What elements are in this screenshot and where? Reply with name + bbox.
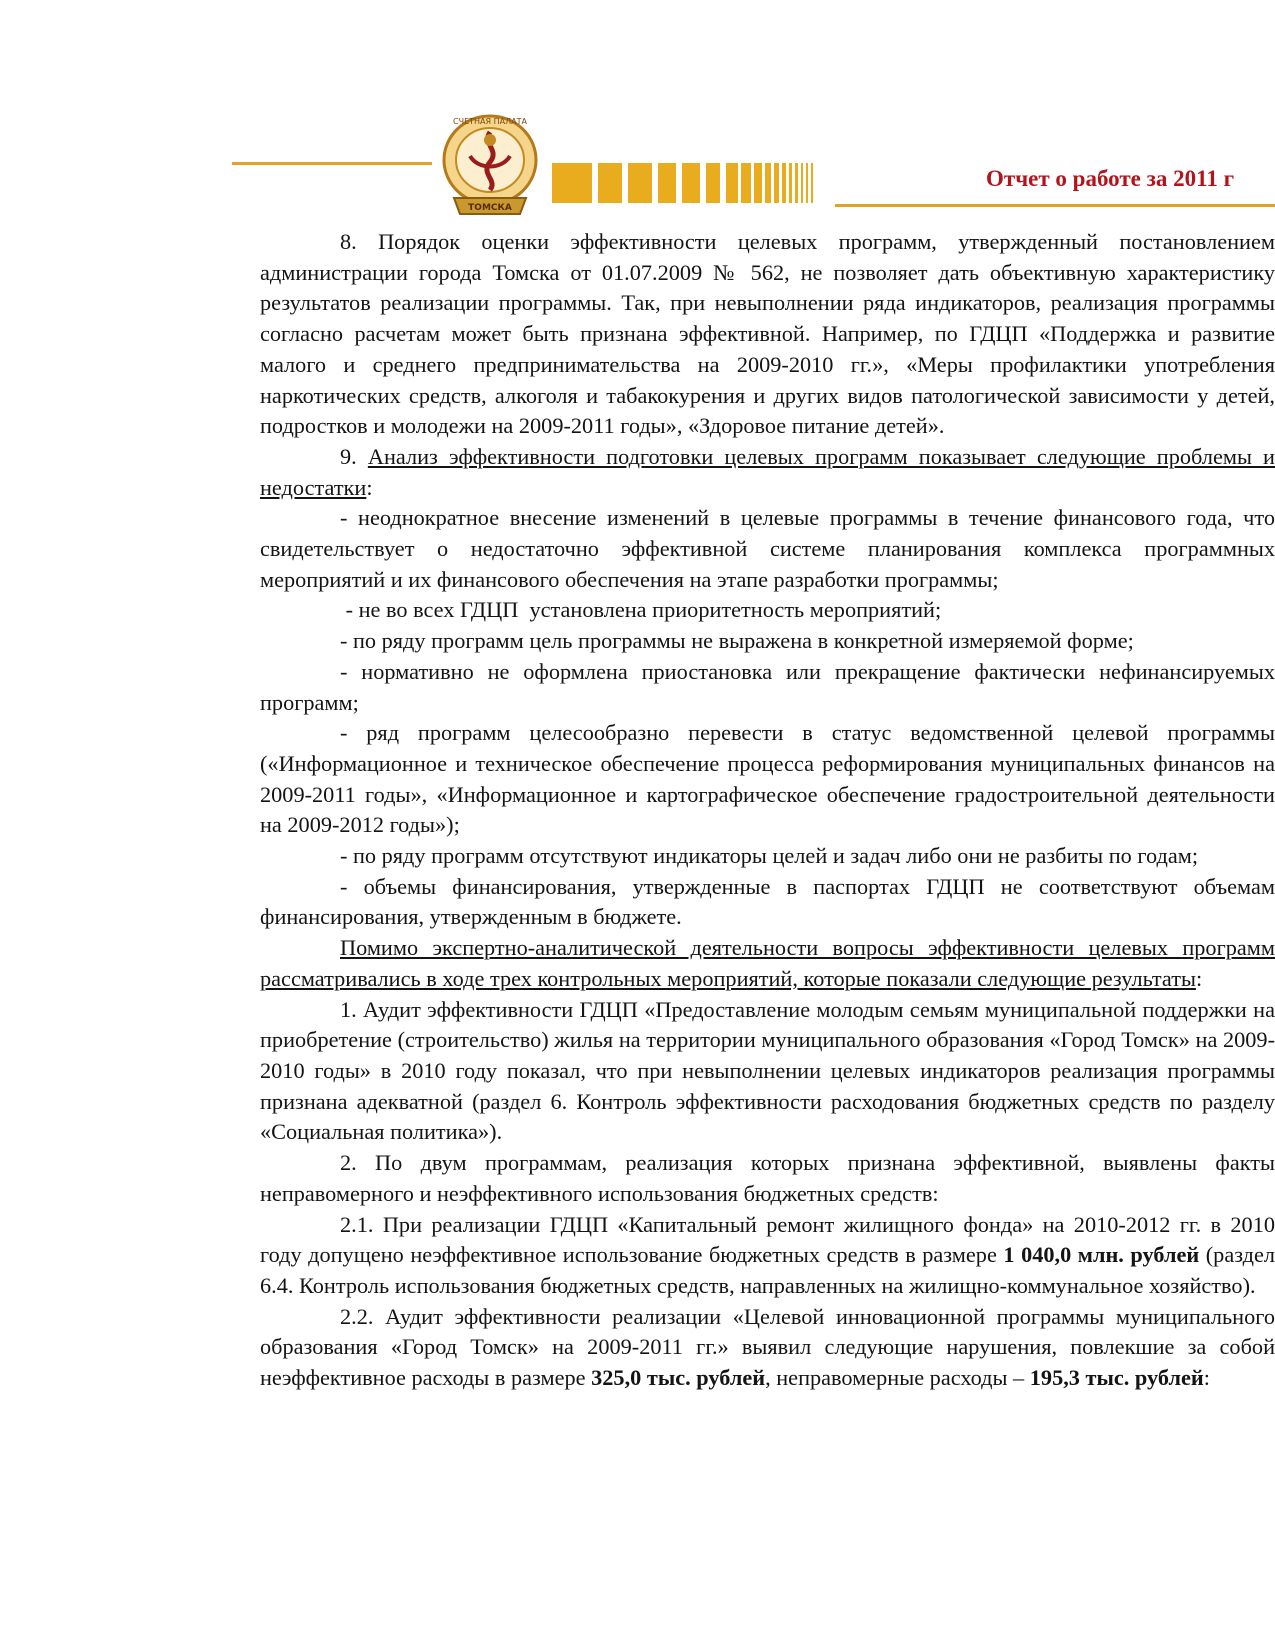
text-block [260, 227, 1275, 1394]
underlined-heading: Помимо экспертно-аналитической деятельности вопросы эффективности целевых программ рассматривались в ходе трех контрольных мероприятий, которые показали следующие результаты [260, 935, 1275, 991]
list-item: - не во всех ГДЦП установлена приоритетность мероприятий; [340, 597, 942, 623]
chamber-emblem [430, 110, 550, 222]
list-item: - нормативно не оформлена приостановка или прекращение фактически нефинансируемых программ; [260, 658, 1275, 715]
text-run: , неправомерные расходы – [765, 1365, 1030, 1391]
header-stripe [598, 163, 622, 203]
list-item: - ряд программ целесообразно перевести в статус ведомственной целевой программы («Информационное и техническое обеспечение процесса реформирования муниципальных финансов на 2009-2011 годы», «Информационное и картографическое обеспечение градостроительной деятельности на 2009-2012 годы»); [260, 720, 1275, 838]
header-stripe [552, 163, 592, 203]
document-body [260, 227, 1275, 1650]
paragraph-audit-1: 1. Аудит эффективности ГДЦП «Предоставление молодым семьям муниципальной поддержки на приобретение (строительство) жилья на территории муниципального образования «Город Томск» на 2009-2010 годы» в 2010 году показал, что при невыполнении целевых индикаторов реализация программы признана адекватной (раздел 6. Контроль эффективности расходования бюджетных средств по разделу «Социальная политика»). [260, 996, 1275, 1145]
header-stripe [682, 163, 700, 203]
emblem-bottom-text: ТОМСКА [468, 203, 512, 213]
header-rule-right [835, 204, 1275, 207]
punctuation: : [1195, 965, 1203, 991]
bold-amount: 195,3 тыс. рублей [1029, 1365, 1204, 1391]
header-stripe [782, 163, 786, 203]
paragraph-audit-2-1 [260, 1210, 1275, 1302]
underlined-heading: Анализ эффективности подготовки целевых программ показывает следующие проблемы и недостатки [260, 443, 1275, 500]
list-item: - объемы финансирования, утвержденные в паспортах ГДЦП не соответствуют объемам финансирования, утвержденным в бюджете. [260, 873, 1275, 930]
text-run: 2.2. Аудит эффективности реализации «Целевой инновационной программы муниципального образования «Город Томск» на 2009-2011 гг.» выявил следующие нарушения, повлекшие за собой неэффективное расходы в размере [260, 1303, 1275, 1391]
text-run: : [1203, 1365, 1210, 1391]
emblem-top-text: СЧЕТНАЯ ПАЛАТА [453, 117, 527, 126]
paragraph-audit-2: 2. По двум программам, реализация которых признана эффективной, выявлены факты неправомерного и неэффективного использования бюджетных средств: [260, 1150, 1275, 1206]
header-stripe [658, 163, 676, 203]
list-item: - по ряду программ отсутствуют индикаторы целей и задач либо они не разбиты по годам; [340, 843, 1199, 869]
header-stripe [754, 163, 762, 203]
page-header [0, 0, 1275, 225]
header-stripe [795, 163, 798, 203]
text-run: (раздел 6.4. Контроль использования бюджетных средств, направленных на жилищно-коммунальное хозяйство). [260, 1242, 1275, 1298]
header-stripe [765, 163, 771, 203]
header-stripe [774, 163, 779, 203]
report-title: Отчет о работе за 2011 г [986, 166, 1235, 191]
bold-amount: 325,0 тыс. рублей [591, 1365, 766, 1391]
header-stripe [801, 163, 803, 203]
header-stripe [811, 163, 813, 203]
header-rule-left [232, 162, 432, 165]
header-stripe [741, 163, 751, 203]
list-item: - неоднократное внесение изменений в целевые программы в течение финансового года, что свидетельствует о недостаточно эффективной системе планирования комплекса программных мероприятий и их финансового обеспечения на этапе разработки программы; [260, 505, 1275, 592]
bold-amount: 1 040,0 млн. рублей [1003, 1242, 1200, 1268]
header-stripe [806, 163, 808, 203]
paragraph-item-8: 8. Порядок оценки эффективности целевых программ, утвержденный постановлением администрации города Томска от 01.07.2009 № 562, не позволяет дать объективную характеристику результатов реализации программы. Так, при невыполнении ряда индикаторов, реализация программы согласно расчетам может быть признана эффективной. Например, по ГДЦП «Поддержка и развитие малого и среднего предпринимательства на 2009-2010 гг.», «Меры профилактики употребления наркотических средств, алкоголя и табакокурения и других видов патологической зависимости у детей, подростков и молодежи на 2009-2011 годы», «Здоровое питание детей». [260, 229, 1275, 439]
item-number: 9. [340, 443, 368, 469]
header-stripe [628, 163, 652, 203]
paragraph-item-9 [260, 442, 1275, 503]
text-run: 2.1. При реализации ГДЦП «Капитальный ремонт жилищного фонда» на 2010-2012 гг. в 2010 году допущено неэффективное использование бюджетных средств в размере [260, 1211, 1275, 1268]
paragraph-control-results [260, 933, 1275, 994]
header-stripe [789, 163, 792, 203]
list-item: - по ряду программ цель программы не выражена в конкретной измеряемой форме; [340, 628, 1134, 654]
paragraph-audit-2-2 [260, 1302, 1275, 1394]
punctuation: : [366, 474, 373, 500]
header-stripe [706, 163, 720, 203]
header-stripe [726, 163, 738, 203]
